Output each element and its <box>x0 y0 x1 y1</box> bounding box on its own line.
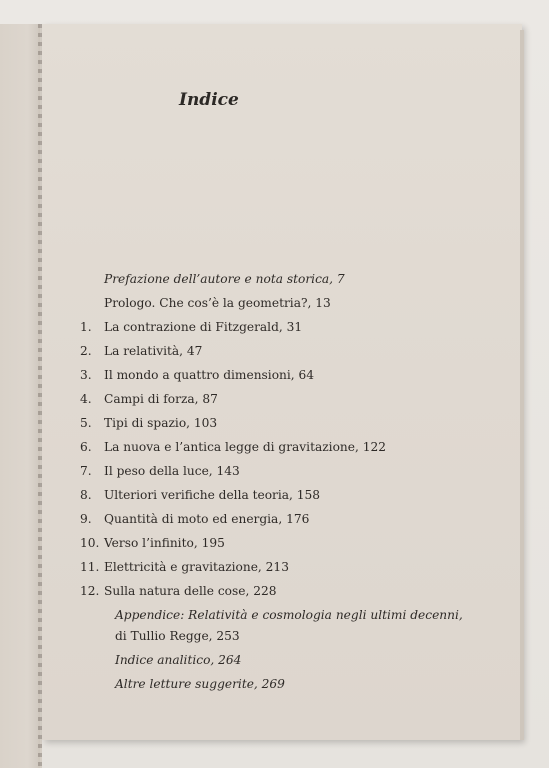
chapter-number: 8. <box>80 488 92 502</box>
toc-entry-chapter-12 <box>80 584 277 598</box>
toc-entry-preface: Prefazione dell’autore e nota storica, 7 <box>104 272 345 286</box>
chapter-number: 2. <box>80 344 92 358</box>
chapter-number: 7. <box>80 464 92 478</box>
chapter-number: 5. <box>80 416 92 430</box>
chapter-title: Quantità di moto ed energia, 176 <box>104 512 310 526</box>
chapter-number: 12. <box>80 584 100 598</box>
chapter-title: Il peso della luce, 143 <box>104 464 240 478</box>
toc-entry-chapter-1 <box>80 320 302 334</box>
chapter-number: 11. <box>80 560 100 574</box>
toc-entry-chapter-3 <box>80 368 314 382</box>
toc-entry-appendix: Appendice: Relatività e cosmologia negli ultimi decenni, <box>115 608 463 622</box>
chapter-title: Sulla natura delle cose, 228 <box>104 584 277 598</box>
chapter-title: Ulteriori verifiche della teoria, 158 <box>104 488 321 502</box>
chapter-title: Elettricità e gravitazione, 213 <box>104 560 289 574</box>
chapter-title: Tipi di spazio, 103 <box>104 416 218 430</box>
chapter-title: La relatività, 47 <box>104 344 203 358</box>
toc-entry-chapter-5 <box>80 416 217 430</box>
chapter-number: 10. <box>80 536 100 550</box>
book-page <box>42 24 522 740</box>
chapter-title: La nuova e l’antica legge di gravitazione, 122 <box>104 440 386 454</box>
chapter-number: 6. <box>80 440 92 454</box>
toc-entry-chapter-9 <box>80 512 309 526</box>
right-page-edge <box>520 30 524 740</box>
chapter-number: 1. <box>80 320 92 334</box>
toc-entry-chapter-8 <box>80 488 320 502</box>
toc-entry-chapter-10 <box>80 536 225 550</box>
toc-entry-chapter-6 <box>80 440 386 454</box>
left-page-edge <box>0 24 40 768</box>
toc-entry-appendix-author: di Tullio Regge, 253 <box>115 629 240 643</box>
toc-entry-chapter-7 <box>80 464 240 478</box>
chapter-number: 4. <box>80 392 92 406</box>
toc-entry-chapter-2 <box>80 344 202 358</box>
toc-entry-chapter-4 <box>80 392 218 406</box>
chapter-title: Campi di forza, 87 <box>104 392 218 406</box>
page-title: Indice <box>179 90 239 110</box>
toc-entry-further-reading: Altre letture suggerite, 269 <box>115 677 285 691</box>
chapter-number: 9. <box>80 512 92 526</box>
chapter-title: La contrazione di Fitzgerald, 31 <box>104 320 303 334</box>
chapter-number: 3. <box>80 368 92 382</box>
chapter-title: Verso l’infinito, 195 <box>104 536 225 550</box>
toc-entry-prologue: Prologo. Che cos’è la geometria?, 13 <box>104 296 331 310</box>
chapter-title: Il mondo a quattro dimensioni, 64 <box>104 368 315 382</box>
toc-entry-chapter-11 <box>80 560 289 574</box>
toc-entry-analytic-index: Indice analitico, 264 <box>115 653 242 667</box>
